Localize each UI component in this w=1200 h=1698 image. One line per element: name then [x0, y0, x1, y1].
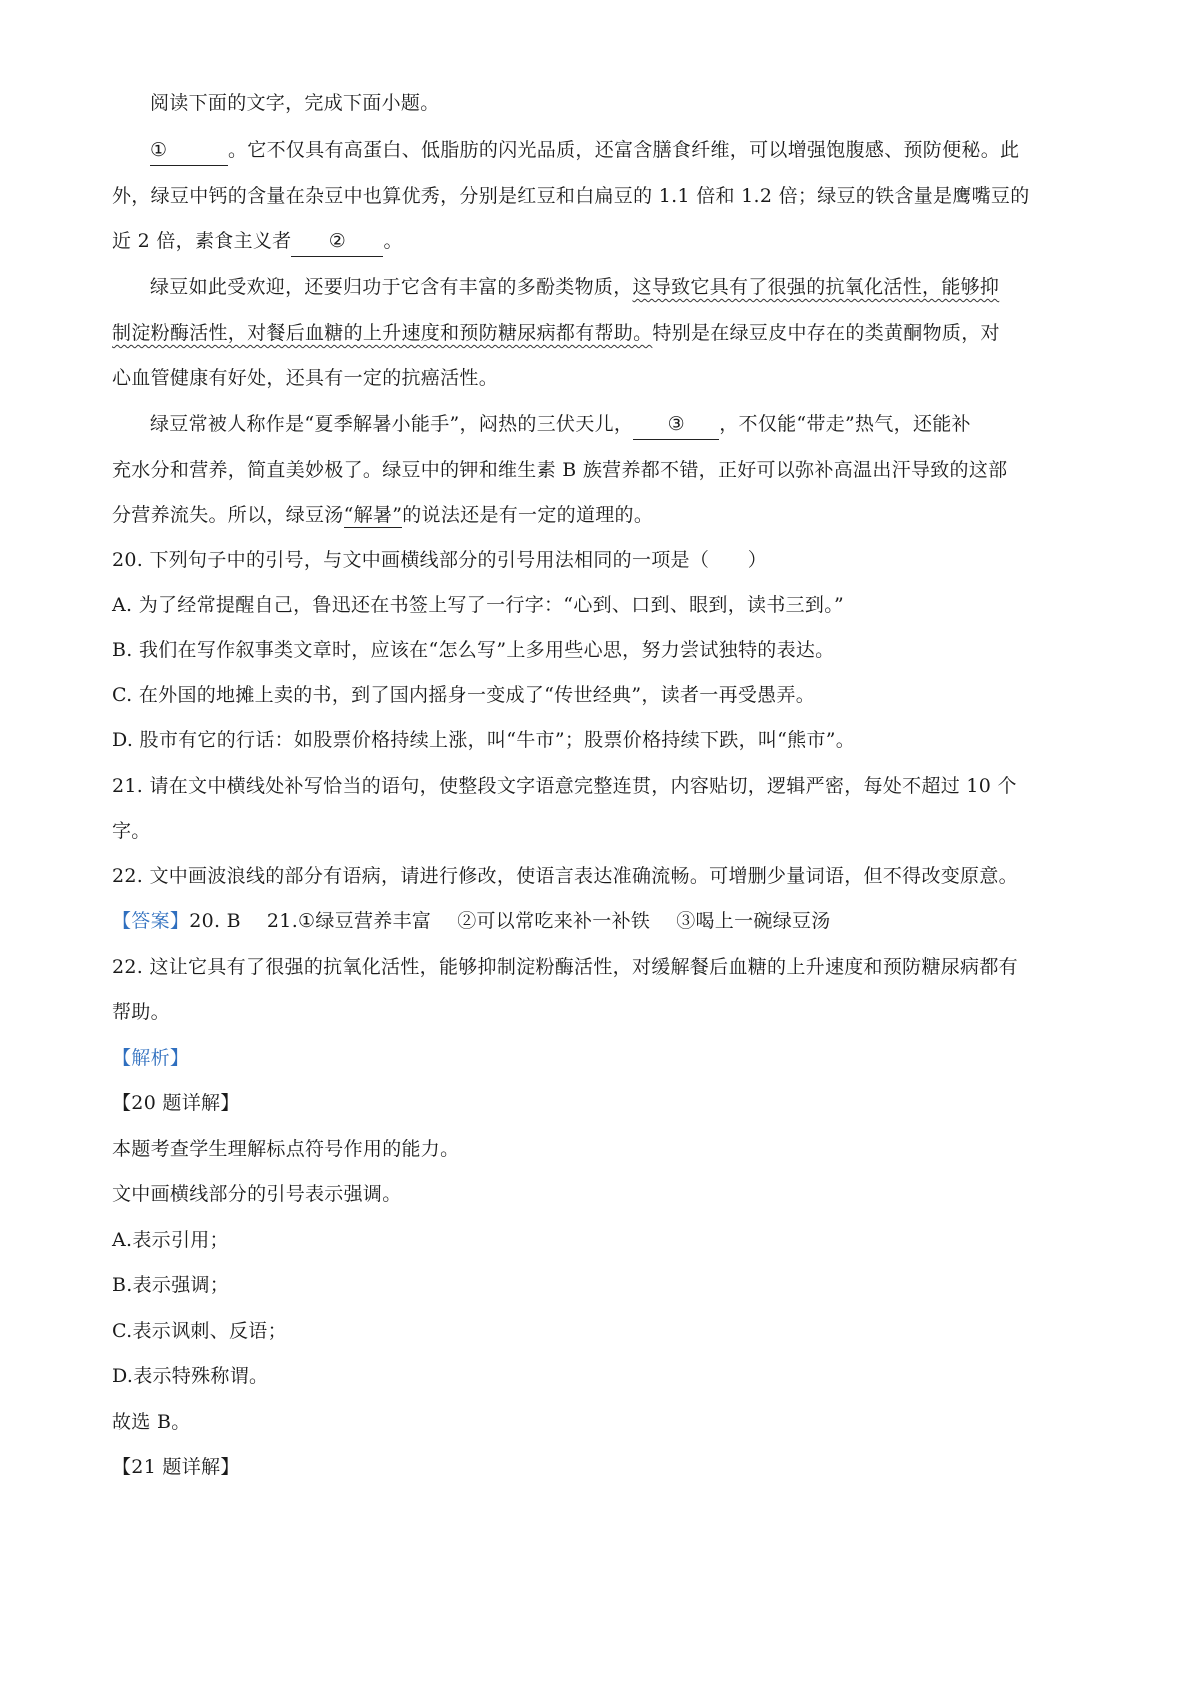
question-20-option-b: B. 我们在写作叙事类文章时，应该在“怎么写”上多用些心思，努力尝试独特的表达。 — [112, 639, 835, 661]
analysis-conclusion: 故选 B。 — [112, 1411, 191, 1433]
answer-21-number: 21. — [266, 910, 299, 932]
analysis-text-2: 文中画横线部分的引号表示强调。 — [112, 1183, 402, 1205]
answer-22-line1: 22. 这让它具有了很强的抗氧化活性，能够抑制淀粉酶活性，对缓解餐后血糖的上升速度和预防糖尿病都有 — [112, 956, 1018, 978]
reading-intro: 阅读下面的文字，完成下面小题。 — [150, 92, 440, 114]
passage-p1-line2: 外，绿豆中钙的含量在杂豆中也算优秀，分别是红豆和白扁豆的 1.1 倍和 1.2 倍；绿豆的铁含量是鹰嘴豆的 — [112, 185, 1030, 207]
analysis-label: 【解析】 — [112, 1047, 190, 1069]
question-20-option-c: C. 在外国的地摊上卖的书，到了国内摇身一变成了“传世经典”，读者一再受愚弄。 — [112, 684, 816, 706]
question-20-option-a: A. 为了经常提醒自己，鲁迅还在书签上写了一行字：“心到、口到、眼到，读书三到。” — [112, 594, 845, 616]
analysis-option-d: D.表示特殊称谓。 — [112, 1365, 269, 1387]
analysis-text-1: 本题考查学生理解标点符号作用的能力。 — [112, 1138, 460, 1160]
question-22: 22. 文中画波浪线的部分有语病，请进行修改，使语言表达准确流畅。可增删少量词语，但不得改变原意。 — [112, 865, 1018, 887]
passage-p3-line1: 绿豆常被人称作是“夏季解暑小能手”，闷热的三伏天儿， ③ ，不仅能“带走”热气，还能补 — [150, 409, 1102, 440]
analysis-heading-20: 【20 题详解】 — [112, 1092, 240, 1114]
analysis-heading-21: 【21 题详解】 — [112, 1456, 240, 1478]
question-20-option-d: D. 股市有它的行话：如股票价格持续上涨，叫“牛市”；股票价格持续下跌，叫“熊市”。 — [112, 729, 856, 751]
analysis-option-c: C.表示讽刺、反语； — [112, 1320, 287, 1342]
passage-p2-line3: 心血管健康有好处，还具有一定的抗癌活性。 — [112, 367, 499, 389]
answer-22-line2: 帮助。 — [112, 1001, 170, 1023]
question-21-line2: 字。 — [112, 820, 151, 842]
blank-3: ③ — [633, 409, 719, 440]
passage-p2-line2: 制淀粉酶活性，对餐后血糖的上升速度和预防糖尿病都有帮助。特别是在绿豆皮中存在的类黄酮物质，对 — [112, 322, 1000, 344]
answer-21-3: ③喝上一碗绿豆汤 — [676, 910, 831, 932]
passage-p3-line2: 充水分和营养，简直美妙极了。绿豆中的钾和维生素 B 族营养都不错，正好可以弥补高温出汗导致的这部 — [112, 459, 1008, 481]
wavy-underlined-text: 制淀粉酶活性，对餐后血糖的上升速度和预防糖尿病都有帮助。 — [112, 322, 653, 344]
answer-21-1: ①绿豆营养丰富 — [298, 910, 432, 932]
passage-p2-line1: 绿豆如此受欢迎，还要归功于它含有丰富的多酚类物质，这导致它具有了很强的抗氧化活性，能够抑 — [150, 276, 1000, 298]
answer-21-2: ②可以常吃来补一补铁 — [457, 910, 651, 932]
answer-label: 【答案】 — [112, 910, 190, 932]
question-21-line1: 21. 请在文中横线处补写恰当的语句，使整段文字语意完整连贯，内容贴切，逻辑严密，每处不超过 10 个 — [112, 775, 1017, 797]
analysis-option-a: A.表示引用； — [112, 1229, 229, 1251]
passage-p1-line3: 近 2 倍，素食主义者 ② 。 — [112, 226, 1102, 257]
passage-p3-line3: 分营养流失。所以，绿豆汤“解暑”的说法还是有一定的道理的。 — [112, 504, 654, 526]
blank-1: ① — [150, 135, 228, 166]
answer-20: 20. B — [189, 910, 241, 932]
underlined-quote: “解暑” — [343, 504, 403, 526]
blank-2: ② — [291, 226, 383, 257]
analysis-option-b: B.表示强调； — [112, 1274, 230, 1296]
passage-p1-line1: ① 。它不仅具有高蛋白、低脂肪的闪光品质，还富含膳食纤维，可以增强饱腹感、预防便秘。此 — [150, 135, 1102, 166]
question-20: 20. 下列句子中的引号，与文中画横线部分的引号用法相同的一项是（ ） — [112, 549, 768, 571]
answer-line — [112, 906, 1102, 936]
wavy-underlined-text: 这导致它具有了很强的抗氧化活性，能够抑 — [632, 276, 1000, 298]
